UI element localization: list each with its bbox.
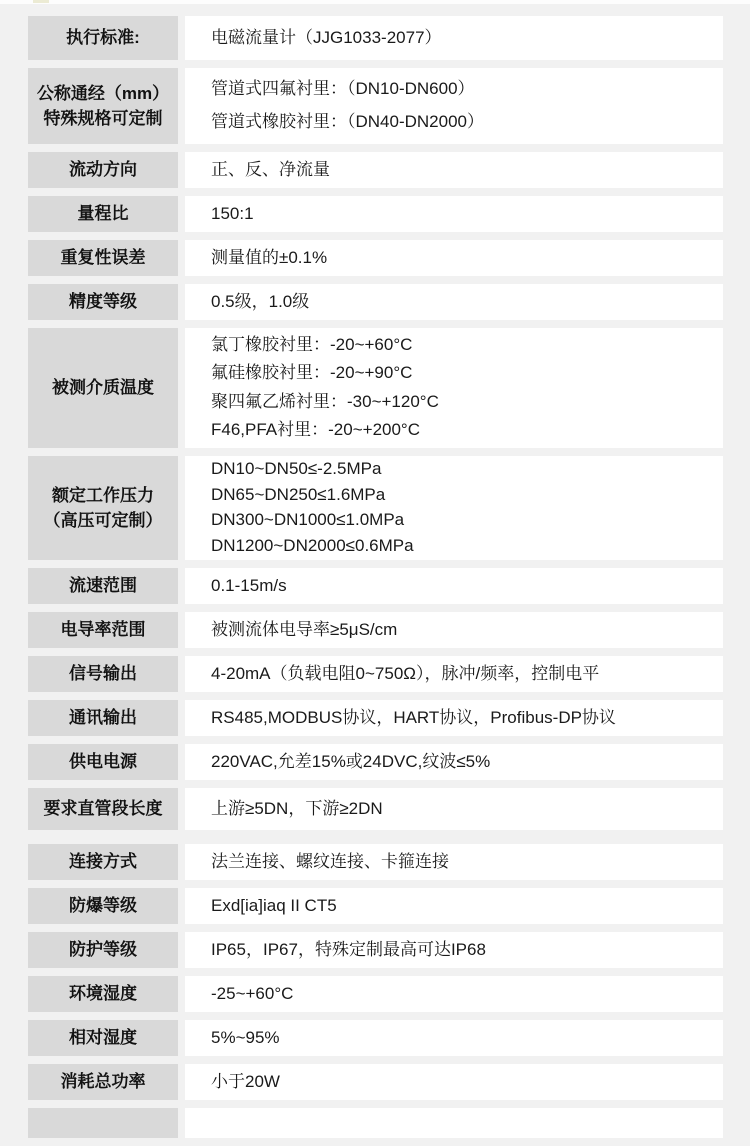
row-label-line: 公称通经（mm） — [36, 83, 170, 103]
row-label — [28, 1020, 178, 1056]
row-label — [28, 932, 178, 968]
row-label — [28, 240, 178, 276]
table-row — [28, 888, 723, 924]
row-label — [28, 196, 178, 232]
row-value — [185, 788, 723, 830]
row-label — [28, 612, 178, 648]
row-value-line: DN10~DN50≤-2.5MPa — [211, 459, 382, 479]
row-label — [28, 788, 178, 830]
row-value-line: 管道式四氟衬里：（DN10-DN600） — [211, 79, 475, 99]
table-row — [28, 656, 723, 692]
table-row — [28, 568, 723, 604]
row-label — [28, 68, 178, 144]
row-value — [185, 700, 723, 736]
row-label-line: 通讯输出 — [69, 708, 137, 728]
row-value-line: Exd[ia]iaq II CT5 — [211, 895, 337, 915]
row-label — [28, 456, 178, 560]
table-row — [28, 744, 723, 780]
row-value — [185, 568, 723, 604]
row-value — [185, 68, 723, 144]
row-value-line: DN1200~DN2000≤0.6MPa — [211, 535, 414, 555]
row-label — [28, 284, 178, 320]
row-value — [185, 328, 723, 448]
row-value-line: 聚四氟乙烯衬里：-30~+120°C — [211, 391, 439, 411]
top-edge-fragment — [33, 0, 49, 3]
row-value-line: 220VAC,允差15%或24DVC,纹波≤5% — [211, 751, 491, 771]
table-row — [28, 932, 723, 968]
row-value — [185, 456, 723, 560]
row-label — [28, 700, 178, 736]
row-label — [28, 152, 178, 188]
row-label-line: 被测介质温度 — [52, 378, 154, 398]
table-row — [28, 196, 723, 232]
row-label — [28, 744, 178, 780]
row-value — [185, 976, 723, 1012]
table-row — [28, 788, 723, 830]
row-value-line: 0.5级，1.0级 — [211, 291, 310, 311]
row-label — [28, 328, 178, 448]
table-row — [28, 612, 723, 648]
row-label-line: 消耗总功率 — [60, 1072, 146, 1092]
row-value-line: 被测流体电导率≥5μS/cm — [211, 619, 398, 639]
row-label-line: 供电电源 — [69, 752, 137, 772]
table-row — [28, 284, 723, 320]
row-label-line: 要求直管段长度 — [43, 799, 163, 819]
row-value-line: 电磁流量计（JJG1033-2077） — [211, 27, 442, 47]
row-value-line: RS485,MODBUS协议，HART协议，Profibus-DP协议 — [211, 707, 616, 727]
row-value-line: 0.1-15m/s — [211, 575, 287, 595]
table-row — [28, 456, 723, 560]
row-value-line: 测量值的±0.1% — [211, 247, 328, 267]
row-label-line: 防护等级 — [69, 940, 137, 960]
row-value — [185, 888, 723, 924]
row-label — [28, 568, 178, 604]
row-value-line: DN65~DN250≤1.6MPa — [211, 484, 386, 504]
row-label-line: 环境湿度 — [69, 984, 137, 1004]
row-value — [185, 932, 723, 968]
row-label-line: 流动方向 — [69, 160, 137, 180]
row-label-line: 执行标准: — [66, 28, 140, 48]
row-value — [185, 1064, 723, 1100]
top-edge-strip — [0, 0, 750, 4]
row-value — [185, 16, 723, 60]
row-value — [185, 744, 723, 780]
row-value-line: 小于20W — [211, 1071, 280, 1091]
row-value — [185, 656, 723, 692]
row-value-line: 正、反、净流量 — [211, 159, 330, 179]
row-label — [28, 844, 178, 880]
row-label-line: 特殊规格可定制 — [43, 109, 163, 128]
row-label — [28, 976, 178, 1012]
row-label-line: 重复性误差 — [60, 248, 146, 268]
row-value-line: DN300~DN1000≤1.0MPa — [211, 510, 405, 530]
row-label-line: （高压可定制） — [43, 511, 163, 530]
table-row — [28, 1064, 723, 1100]
row-value-line: -25~+60°C — [211, 983, 294, 1003]
table-row — [28, 1108, 723, 1138]
row-label-line: 额定工作压力 — [52, 485, 154, 505]
row-value-line: 法兰连接、螺纹连接、卡箍连接 — [211, 851, 449, 871]
table-row — [28, 152, 723, 188]
spec-table — [28, 16, 723, 1146]
row-value — [185, 152, 723, 188]
row-label-line: 电导率范围 — [60, 620, 146, 640]
table-row — [28, 16, 723, 60]
row-value-line: 管道式橡胶衬里：（DN40-DN2000） — [211, 112, 484, 131]
row-value — [185, 1020, 723, 1056]
row-value-line: 150:1 — [211, 203, 254, 223]
row-label-line: 防爆等级 — [69, 896, 137, 916]
row-label-line: 连接方式 — [69, 852, 137, 872]
row-label — [28, 656, 178, 692]
row-value-line: F46,PFA衬里：-20~+200°C — [211, 420, 421, 440]
row-value-line: 4-20mA（负载电阻0~750Ω），脉冲/频率，控制电平 — [211, 663, 600, 683]
table-row — [28, 700, 723, 736]
table-row — [28, 976, 723, 1012]
table-row — [28, 328, 723, 448]
row-value-line: 氟硅橡胶衬里：-20~+90°C — [211, 363, 413, 383]
table-row — [28, 1020, 723, 1056]
row-value-line: 5%~95% — [211, 1027, 280, 1047]
row-label-line: 量程比 — [77, 204, 129, 224]
row-value — [185, 1108, 723, 1138]
row-label-line: 精度等级 — [69, 292, 137, 312]
row-value-line: 上游≥5DN，下游≥2DN — [211, 798, 383, 818]
table-row — [28, 844, 723, 880]
table-row — [28, 240, 723, 276]
row-label — [28, 1064, 178, 1100]
row-value — [185, 196, 723, 232]
row-label — [28, 888, 178, 924]
row-value — [185, 284, 723, 320]
row-label-line: 流速范围 — [69, 576, 137, 596]
table-row — [28, 68, 723, 144]
row-value — [185, 844, 723, 880]
row-value-line: 氯丁橡胶衬里：-20~+60°C — [211, 334, 413, 354]
row-value-line: IP65，IP67，特殊定制最高可达IP68 — [211, 939, 486, 959]
row-label — [28, 16, 178, 60]
row-label-line: 信号输出 — [69, 664, 137, 684]
row-label-line: 相对湿度 — [69, 1028, 137, 1048]
row-label — [28, 1108, 178, 1138]
row-value — [185, 612, 723, 648]
row-value — [185, 240, 723, 276]
